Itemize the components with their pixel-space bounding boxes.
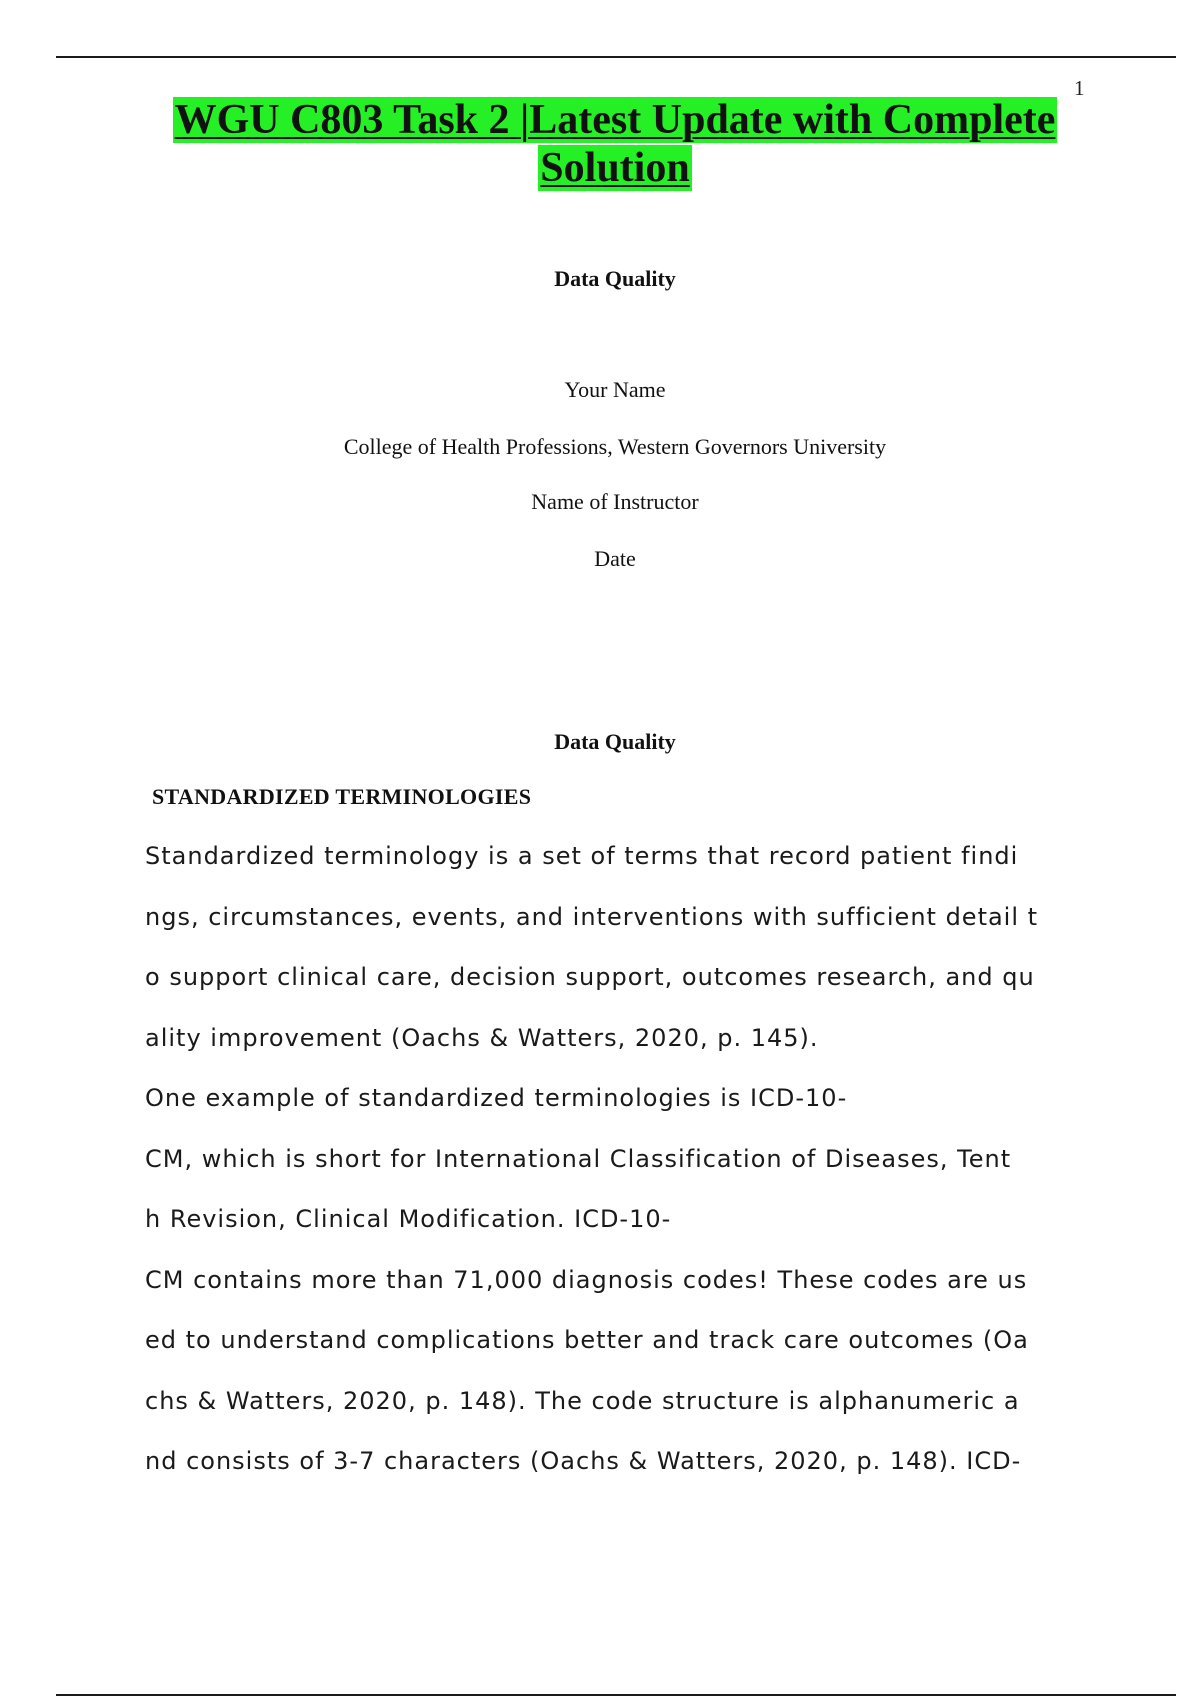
body-line: o support clinical care, decision support, outcomes research, and qu [145, 963, 1035, 991]
date-line: Date [594, 546, 636, 571]
body-line: ngs, circumstances, events, and interventions with sufficient detail t [145, 902, 1039, 931]
body-line: h Revision, Clinical Modification. ICD-10- [145, 1205, 672, 1233]
body-line: One example of standardized terminologies is ICD-10- [145, 1084, 848, 1112]
document-title [140, 96, 1090, 192]
body-line: CM, which is short for International Classification of Diseases, Tent [145, 1144, 1012, 1173]
body-line: chs & Watters, 2020, p. 148). The code structure is alphanumeric a [145, 1386, 1020, 1415]
body-line: nd consists of 3-7 characters (Oachs & Watters, 2020, p. 148). ICD- [145, 1447, 1022, 1475]
top-rule [56, 56, 1176, 58]
body-line: Standardized terminology is a set of terms that record patient findi [145, 842, 1019, 870]
body-heading: Data Quality [554, 729, 676, 754]
section-title: STANDARDIZED TERMINOLOGIES [152, 784, 532, 809]
instructor-name: Name of Instructor [531, 489, 699, 514]
author-name: Your Name [564, 377, 666, 402]
body-line: CM contains more than 71,000 diagnosis codes! These codes are us [145, 1265, 1028, 1294]
college-name: College of Health Professions, Western Governors University [343, 434, 887, 459]
title-line-2: Solution [540, 145, 690, 191]
body-paragraph [145, 826, 1075, 1492]
title-line-1: WGU C803 Task 2 |Latest Update with Complete [174, 97, 1056, 143]
body-line: ality improvement (Oachs & Watters, 2020, p. 145). [145, 1023, 819, 1052]
body-line: ed to understand complications better and track care outcomes (Oa [145, 1326, 1029, 1354]
bottom-rule [56, 1694, 1176, 1696]
page-number: 1 [1074, 76, 1085, 100]
cover-heading: Data Quality [554, 266, 676, 291]
